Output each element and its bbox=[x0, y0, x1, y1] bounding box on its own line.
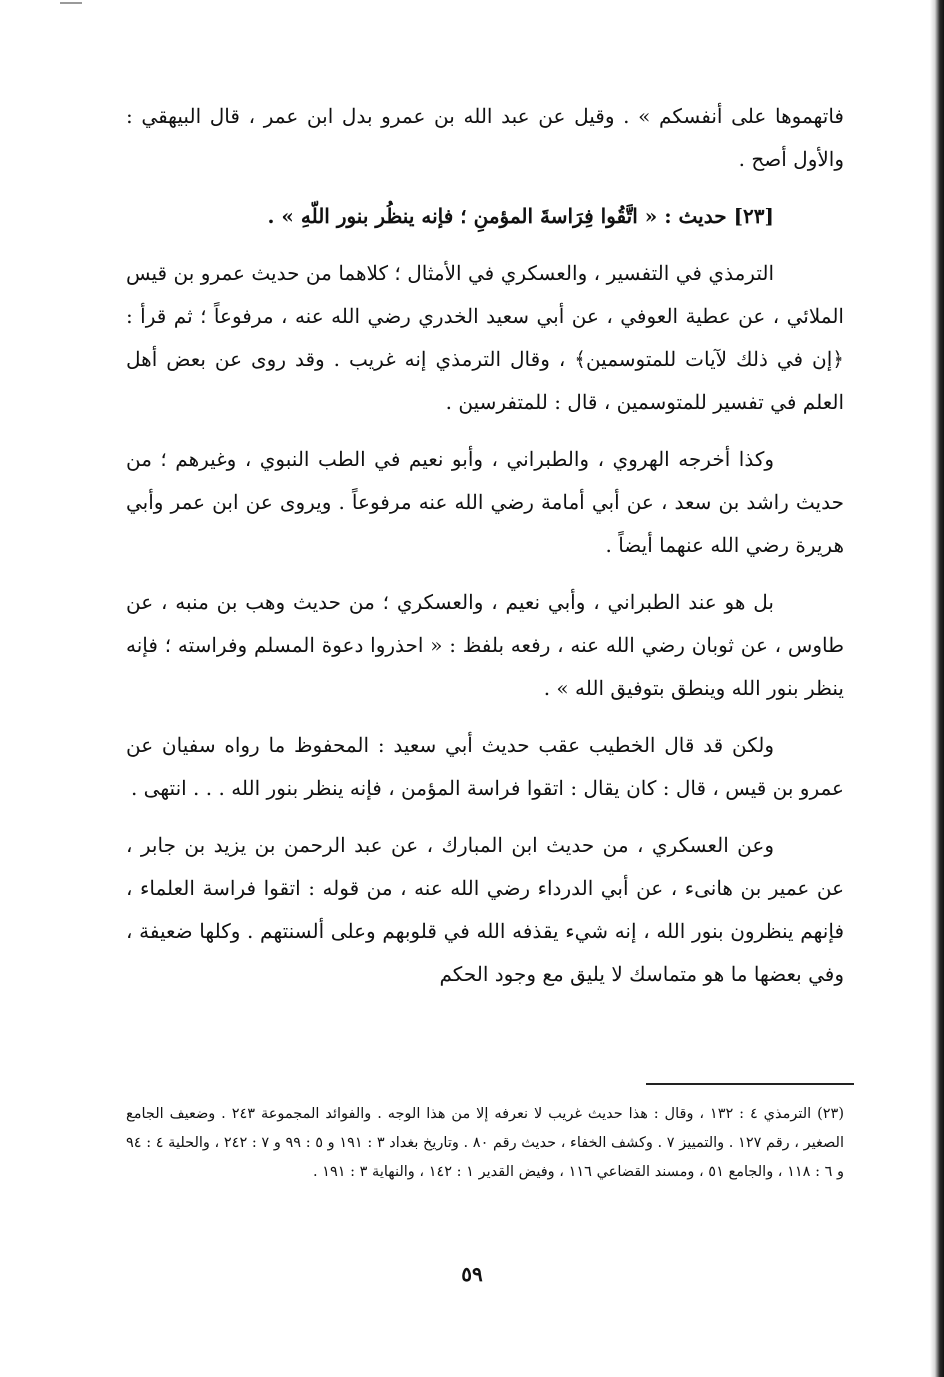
paragraph-harawi: وكذا أخرجه الهروي ، والطبراني ، وأبو نعيم في الطب النبوي ، وغيرهم ؛ من حديث راشد بن سعد ، عن أبي أمامة رضي الله عنه مرفوعاً . ويروى عن ابن عمر وأبي هريرة رضي الله عنهما أيضاً . bbox=[126, 447, 844, 557]
paragraph-tabarani: بل هو عند الطبراني ، وأبي نعيم ، والعسكري ؛ من حديث وهب بن منبه ، عن طاوس ، عن ثوبان رضي الله عنه ، رفعه بلفظ : « احذروا دعوة المسلم وفراسته ؛ فإنه ينظر بنور الله وينطق بتوفيق الله » . bbox=[126, 590, 844, 700]
scan-artifact bbox=[60, 2, 82, 4]
hadith-heading: [٢٣] حديث : « اتَّقُوا فِرَاسةَ المؤمنِ ؛ فإنه ينظُر بنور اللّهِ » . bbox=[267, 204, 774, 228]
paragraph-continuation: فاتهموها على أنفسكم » . وقيل عن عبد الله بن عمرو بدل ابن عمر ، قال البيهقي : والأول أصح . bbox=[126, 104, 844, 171]
footnote-divider bbox=[646, 1083, 854, 1085]
footnote: (٢٣) الترمذي ٤ : ١٣٢ ، وقال : هذا حديث غريب لا نعرفه إلا من هذا الوجه . والفوائد المجموعة ٢٤٣ . وضعيف الجامع الصغير ، رقم ١٢٧ . والتمييز ٧ . وكشف الخفاء ، حديث رقم ٨٠ . وتاريخ بغداد ٣ : ١٩١ و ٥ : ٩٩ و ٧ : ٢٤٢ ، والحلية ٤ : ٩٤ و ٦ : ١١٨ ، والجامع ٥١ ، ومسند القضاعي ١١٦ ، وفيض القدير ١ : ١٤٢ ، والنهاية ٣ : ١٩١ . bbox=[126, 1106, 844, 1180]
main-text bbox=[126, 95, 844, 1010]
page-number: ٥٩ bbox=[461, 1262, 483, 1286]
paragraph-tirmidhi: الترمذي في التفسير ، والعسكري في الأمثال ؛ كلاهما من حديث عمرو بن قيس الملائي ، عن عطية العوفي ، عن أبي سعيد الخدري رضي الله عنه ، مرفوعاً ؛ ثم قرأ : ﴿إن في ذلك لآيات للمتوسمين﴾ ، وقال الترمذي إنه غريب . وقد روى عن بعض أهل العلم في تفسير للمتوسمين ، قال : للمتفرسين . bbox=[126, 261, 844, 414]
paragraph-khatib: ولكن قد قال الخطيب عقب حديث أبي سعيد : المحفوظ ما رواه سفيان عن عمرو بن قيس ، قال : كان يقال : اتقوا فراسة المؤمن ، فإنه ينظر بنور الله . . . انتهى . bbox=[126, 733, 844, 800]
page-scan-edge bbox=[930, 0, 944, 1377]
paragraph-askari: وعن العسكري ، من حديث ابن المبارك ، عن عبد الرحمن بن يزيد بن جابر ، عن عمير بن هانىء ، عن أبي الدرداء رضي الله عنه ، من قوله : اتقوا فراسة العلماء ، فإنهم ينظرون بنور الله ، إنه شيء يقذفه الله في قلوبهم وعلى ألسنتهم . وكلها ضعيفة ، وفي بعضها ما هو متماسك لا يليق مع وجود الحكم bbox=[126, 833, 845, 986]
